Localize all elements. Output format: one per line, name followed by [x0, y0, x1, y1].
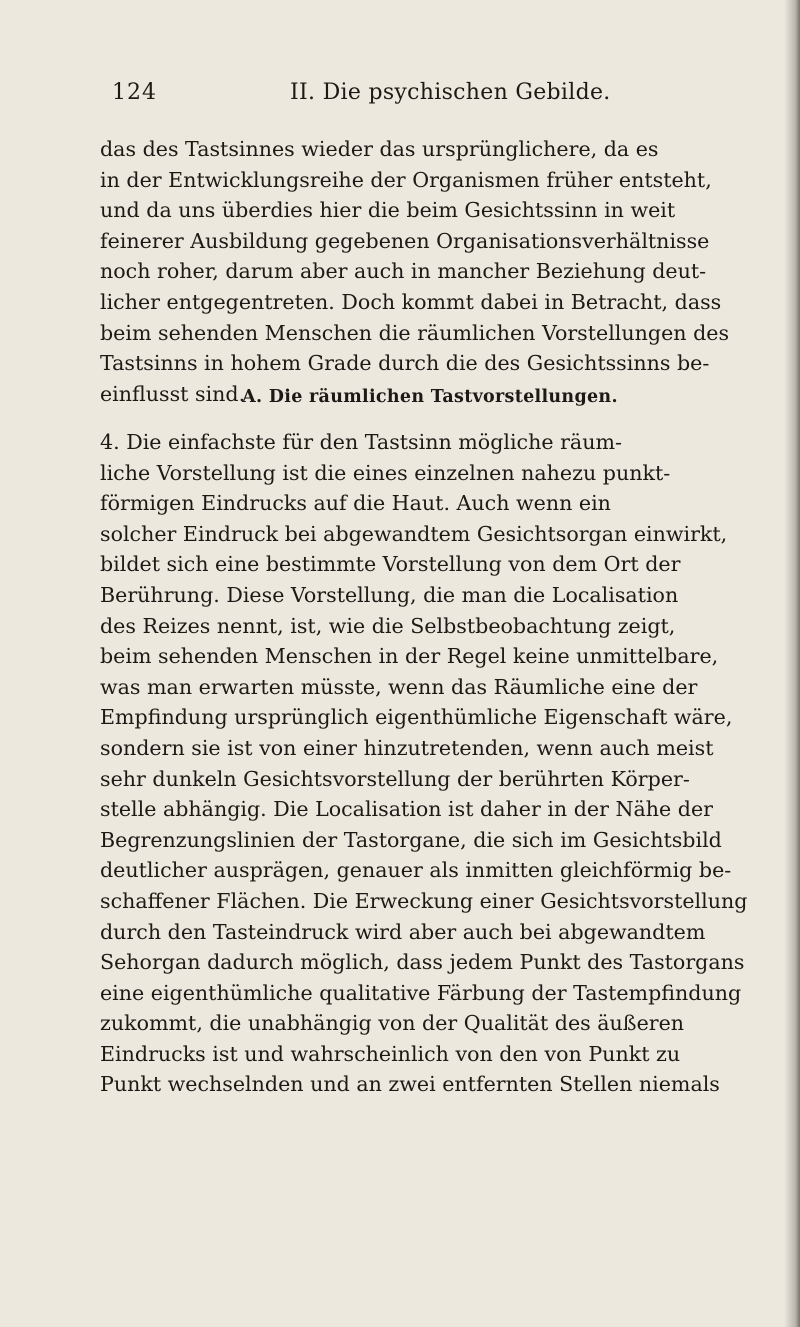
- page-edge-shadow: [784, 0, 800, 1327]
- text-line: beim sehenden Menschen die räumlichen Vorstellungen des: [100, 320, 730, 345]
- text-line: stelle abhängig. Die Localisation ist daher in der Nähe der: [100, 797, 713, 822]
- page-header: [100, 80, 760, 114]
- text-line: liche Vorstellung ist die eines einzelnen nahezu punkt-: [100, 460, 671, 485]
- text-line: Punkt wechselnden und an zwei entfernten Stellen niemals: [100, 1072, 720, 1097]
- section-heading: A. Die räumlichen Tastvorstellungen.: [242, 387, 618, 407]
- text-line: in der Entwicklungsreihe der Organismen früher entsteht,: [100, 167, 712, 192]
- paragraph-2: [100, 427, 760, 1100]
- text-line: förmigen Eindrucks auf die Haut. Auch wenn ein: [100, 491, 611, 516]
- text-line: das des Tastsinnes wieder das ursprünglichere, da es: [100, 137, 659, 161]
- text-line: Eindrucks ist und wahrscheinlich von den von Punkt zu: [100, 1041, 681, 1066]
- text-line: bildet sich eine bestimmte Vorstellung von dem Ort der: [100, 552, 681, 577]
- text-line: sehr dunkeln Gesichtsvorstellung der berührten Körper-: [100, 766, 690, 791]
- text-line: deutlicher ausprägen, genauer als inmitten gleichförmig be-: [100, 858, 732, 883]
- text-line: Berührung. Diese Vorstellung, die man die Localisation: [100, 582, 679, 607]
- text-line: Tastsinns in hohem Grade durch die des Gesichtssinns be-: [100, 351, 710, 376]
- text-line: noch roher, darum aber auch in mancher Beziehung deut-: [100, 259, 707, 284]
- text-line: Begrenzungslinien der Tastorgane, die sich im Gesichtsbild: [100, 827, 722, 852]
- text-line: feinerer Ausbildung gegebenen Organisationsverhältnisse: [100, 228, 710, 253]
- text-line: solcher Eindruck bei abgewandtem Gesichtsorgan einwirkt,: [100, 521, 728, 546]
- text-line: einflusst sind.: [100, 381, 246, 406]
- page-number: 124: [112, 80, 157, 105]
- text-line: 4. Die einfachste für den Tastsinn mögliche räum-: [100, 430, 622, 454]
- text-line: schaffener Flächen. Die Erweckung einer Gesichtsvorstellung: [100, 888, 748, 913]
- running-head: II. Die psychischen Gebilde.: [290, 80, 611, 105]
- text-line: Empfindung ursprünglich eigenthümliche Eigenschaft wäre,: [100, 705, 733, 730]
- text-line: eine eigenthümliche qualitative Färbung der Tastempfindung: [100, 980, 742, 1005]
- text-line: beim sehenden Menschen in der Regel keine unmittelbare,: [100, 644, 719, 669]
- text-line: sondern sie ist von einer hinzutretenden, wenn auch meist: [100, 735, 714, 760]
- text-line: was man erwarten müsste, wenn das Räumliche eine der: [100, 674, 698, 699]
- text-line: des Reizes nennt, ist, wie die Selbstbeobachtung zeigt,: [100, 613, 676, 638]
- text-line: zukommt, die unabhängig von der Qualität des äußeren: [100, 1011, 685, 1036]
- text-line: durch den Tasteindruck wird aber auch bei abgewandtem: [100, 919, 706, 944]
- text-line: licher entgegentreten. Doch kommt dabei in Betracht, dass: [100, 289, 722, 314]
- text-line: Sehorgan dadurch möglich, dass jedem Punkt des Tastorgans: [100, 950, 745, 975]
- text-line: und da uns überdies hier die beim Gesichtssinn in weit: [100, 198, 676, 223]
- paragraph-1: [100, 134, 760, 409]
